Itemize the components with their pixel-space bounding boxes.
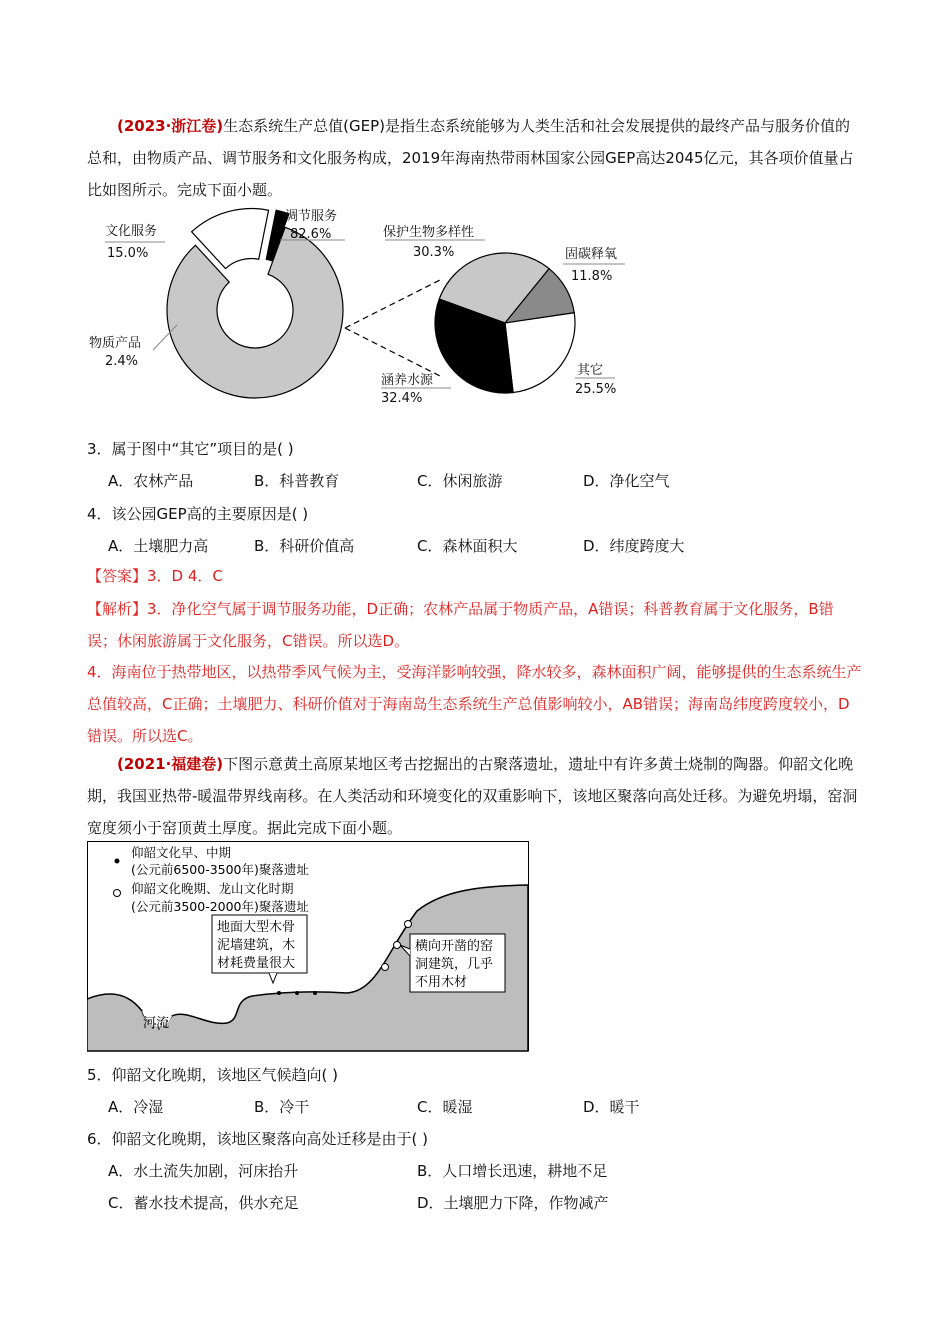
- intro-text-2: 下图示意黄土高原某地区考古挖掘出的古聚落遗址，遗址中有许多黄土烧制的陶器。仰韶文化晚期，我国亚热带-暖温带界线南移。在人类活动和环境变化的双重影响下，该地区聚落向高处迁移。为避免坍塌，窑洞宽度须小于窑顶黄土厚度。据此完成下面小题。: [87, 755, 858, 837]
- value-water: 32.4%: [381, 391, 423, 406]
- pie-chart: [435, 253, 575, 393]
- late-site-circle: [382, 964, 389, 971]
- value-regulation: 82.6%: [290, 227, 332, 242]
- q5-option-c[interactable]: C．暖湿: [417, 1098, 473, 1116]
- value-carbon: 11.8%: [571, 269, 613, 284]
- source-tag: (2023·浙江卷): [117, 117, 224, 135]
- analysis-text-1: 3．净化空气属于调节服务功能，D正确；农林产品属于物质产品，A错误；科普教育属于文化服务，B错误；休闲旅游属于文化服务，C错误。所以选D。: [87, 600, 834, 650]
- label-carbon: 固碳释氧: [565, 247, 618, 262]
- q6-option-a[interactable]: A．水土流失加剧，河床抬升: [108, 1162, 299, 1180]
- connector-line-top: [345, 280, 440, 328]
- legend-dot-early: [115, 859, 120, 864]
- q3-option-c[interactable]: C．休闲旅游: [417, 472, 503, 490]
- value-other: 25.5%: [575, 382, 617, 397]
- q5-option-b[interactable]: B．冷干: [254, 1098, 310, 1116]
- legend-early-b: (公元前6500-3500年)聚落遗址: [131, 862, 309, 877]
- legend-late-a: 仰韶文化晚期、龙山文化时期: [131, 881, 294, 896]
- q4-option-b[interactable]: B．科研价值高: [254, 537, 355, 555]
- box2-line1: 横向开凿的窑: [415, 939, 494, 954]
- q3-option-d[interactable]: D．净化空气: [583, 472, 670, 490]
- label-culture: 文化服务: [105, 224, 158, 239]
- answer-line: [87, 563, 223, 589]
- label-other: 其它: [577, 363, 604, 378]
- early-site-dot: [277, 991, 281, 995]
- answer-label: 【答案】: [87, 567, 148, 585]
- gep-chart: [85, 200, 625, 410]
- box1-line3: 材耗费量很大: [217, 956, 296, 971]
- legend-late-b: (公元前3500-2000年)聚落遗址: [131, 899, 309, 914]
- q5-option-d[interactable]: D．暖干: [583, 1098, 640, 1116]
- label-material: 物质产品: [89, 336, 142, 351]
- label-regulation: 调节服务: [285, 209, 338, 224]
- legend-circle-late: [114, 890, 121, 897]
- q4-option-a[interactable]: A．土壤肥力高: [108, 537, 209, 555]
- intro-text: 生态系统生产总值(GEP)是指生态系统能够为人类生活和社会发展提供的最终产品与服务价值的总和，由物质产品、调节服务和文化服务构成，2019年海南热带雨林国家公园GEP高达2045亿元，其各项价值量占比如图所示。完成下面小题。: [87, 117, 854, 199]
- question-3: 3．属于图中“其它”项目的是( ): [87, 440, 294, 458]
- early-site-dot: [313, 991, 317, 995]
- intro-paragraph-1: [87, 110, 862, 206]
- early-site-dot: [295, 991, 299, 995]
- q6-option-d[interactable]: D．土壤肥力下降，作物减产: [417, 1194, 609, 1212]
- analysis-paragraph-2: 4．海南位于热带地区，以热带季风气候为主，受海洋影响较强，降水较多，森林面积广阔，能够提供的生态系统生产总值较高，C正确；土壤肥力、科研价值对于海南岛生态系统生产总值影响较小，AB错误；海南岛纬度跨度较小，D错误。所以选C。: [87, 663, 862, 745]
- label-biodiversity: 保护生物多样性: [383, 225, 475, 240]
- q6-option-c[interactable]: C．蓄水技术提高，供水充足: [108, 1194, 299, 1212]
- analysis-paragraph-1: [87, 593, 862, 657]
- question-5: 5．仰韶文化晚期，该地区气候趋向( ): [87, 1066, 339, 1084]
- legend-early-a: 仰韶文化早、中期: [131, 845, 232, 860]
- box2-line2: 洞建筑，几乎: [415, 957, 494, 972]
- value-material: 2.4%: [105, 354, 139, 369]
- box1-line2: 泥墙建筑，木: [217, 938, 296, 953]
- label-water: 涵养水源: [381, 373, 434, 388]
- source-tag-2: (2021·福建卷): [117, 755, 224, 773]
- q3-option-a[interactable]: A．农林产品: [108, 472, 194, 490]
- q4-option-c[interactable]: C．森林面积大: [417, 537, 518, 555]
- analysis-label: 【解析】: [87, 600, 148, 618]
- pie-slice-2: [505, 313, 575, 393]
- intro-paragraph-2: [87, 748, 862, 844]
- settlement-diagram: [87, 841, 530, 1052]
- value-culture: 15.0%: [107, 246, 149, 261]
- answer-text: 3．D 4．C: [147, 567, 223, 585]
- q5-option-a[interactable]: A．冷湿: [108, 1098, 164, 1116]
- box2-line3: 不用木材: [415, 975, 468, 990]
- question-4: 4．该公园GEP高的主要原因是( ): [87, 505, 309, 523]
- q6-option-b[interactable]: B．人口增长迅速，耕地不足: [417, 1162, 608, 1180]
- q4-option-d[interactable]: D．纬度跨度大: [583, 537, 685, 555]
- question-6: 6．仰韶文化晚期，该地区聚落向高处迁移是由于( ): [87, 1130, 429, 1148]
- late-site-circle: [394, 942, 401, 949]
- q3-option-b[interactable]: B．科普教育: [254, 472, 340, 490]
- river-label: 河流: [143, 1016, 170, 1031]
- value-biodiversity: 30.3%: [413, 245, 455, 260]
- box1-line1: 地面大型木骨: [217, 920, 296, 935]
- late-site-circle: [405, 921, 412, 928]
- connector-line-bottom: [345, 328, 440, 376]
